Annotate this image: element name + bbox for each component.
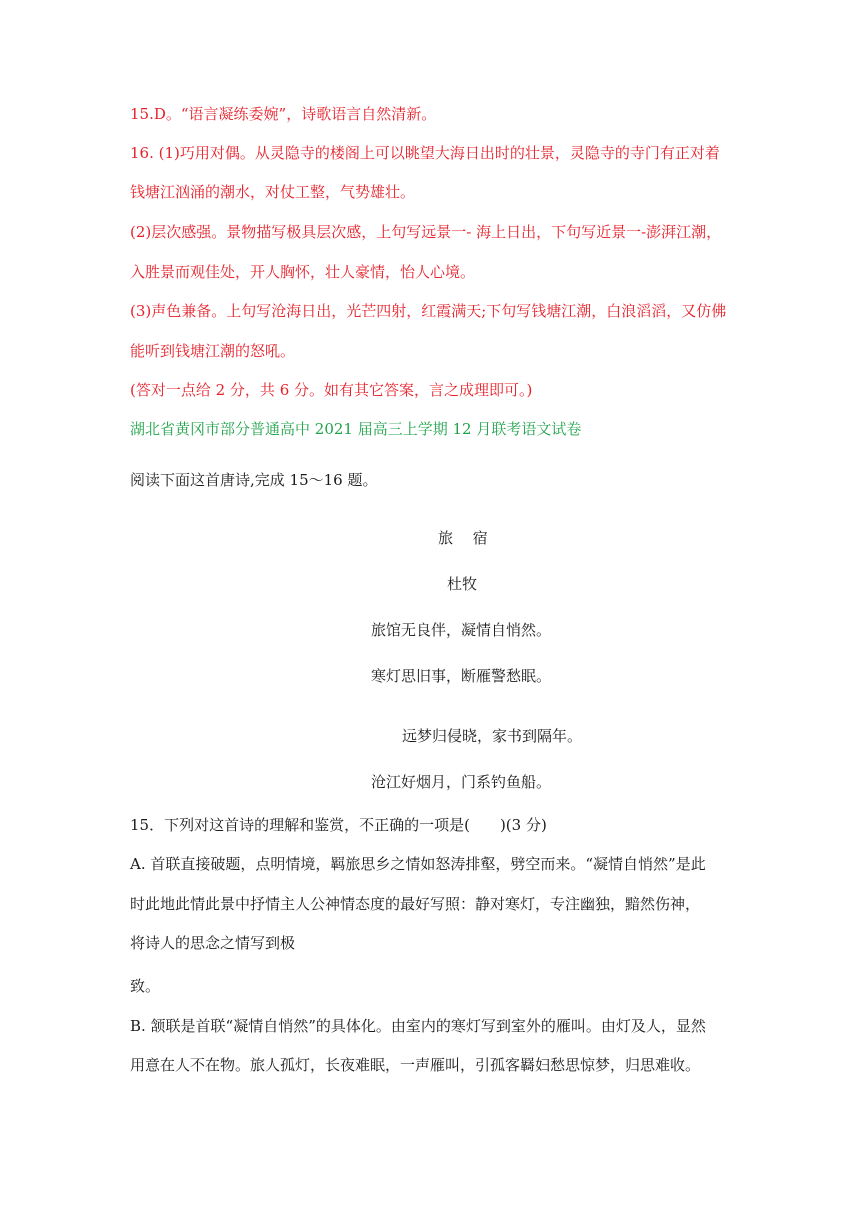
- option-b-line-1: B. 颔联是首联“凝情自悄然”的具体化。由室内的寒灯写到室外的雁叫。由灯及人，显然: [130, 1017, 706, 1035]
- reading-instruction: 阅读下面这首唐诗,完成 15～16 题。: [130, 471, 378, 489]
- poem-line-1: 旅馆无良伴，凝情自悄然。: [371, 621, 552, 639]
- option-a-line-4: 致。: [130, 977, 161, 995]
- source-title: 湖北省黄冈市部分普通高中 2021 届高三上学期 12 月联考语文试卷: [130, 420, 582, 438]
- answer-16-point2-line1: (2)层次感强。景物描写极具层次感，上句写远景一- 海上日出，下句写近景一-澎湃江潮，: [130, 223, 722, 241]
- answer-16-point3-line2: 能听到钱塘江潮的怒吼。: [130, 342, 296, 360]
- poem-title: 旅 宿: [438, 529, 488, 547]
- answer-16-point3-line1: (3)声色兼备。上句写沧海日出，光芒四射，红霞满天;下句写钱塘江潮，白浪滔滔，又仿佛: [130, 302, 727, 320]
- poem-author: 杜牧: [447, 575, 478, 593]
- option-a-line-2: 时此地此情此景中抒情主人公神情态度的最好写照：静对寒灯，专注幽独，黯然伤神，: [130, 895, 701, 913]
- option-a-line-1: A. 首联直接破题，点明情境，羁旅思乡之情如怒涛排壑，劈空而来。“凝情自悄然”是此: [130, 855, 706, 873]
- option-a-line-3: 将诗人的思念之情写到极: [130, 934, 296, 952]
- answer-16-point2-line2: 入胜景而观佳处，开人胸怀，壮人豪情，怡人心境。: [130, 263, 476, 281]
- poem-line-3: 远梦归侵晓，家书到隔年。: [402, 727, 583, 745]
- question-15-stem: 15．下列对这首诗的理解和鉴赏，不正确的一项是( )(3 分): [130, 816, 547, 834]
- option-b-line-2: 用意在人不在物。旅人孤灯，长夜难眠，一声雁叫，引孤客羇妇愁思惊梦，归思难收。: [130, 1056, 701, 1074]
- answer-15: 15.D。“语言凝练委婉”，诗歌语言自然清新。: [130, 105, 437, 123]
- answer-16-point1-line2: 钱塘江汹涌的潮水，对仗工整，气势雄壮。: [130, 183, 416, 201]
- poem-line-4: 沧江好烟月，门系钓鱼船。: [371, 773, 552, 791]
- answer-16-point1-line1: 16. (1)巧用对偶。从灵隐寺的楼阁上可以眺望大海日出时的壮景，灵隐寺的寺门有正对着: [130, 144, 720, 162]
- answer-scoring-note: (答对一点给 2 分，共 6 分。如有其它答案，言之成理即可。): [130, 381, 533, 399]
- poem-line-2: 寒灯思旧事，断雁警愁眠。: [371, 667, 552, 685]
